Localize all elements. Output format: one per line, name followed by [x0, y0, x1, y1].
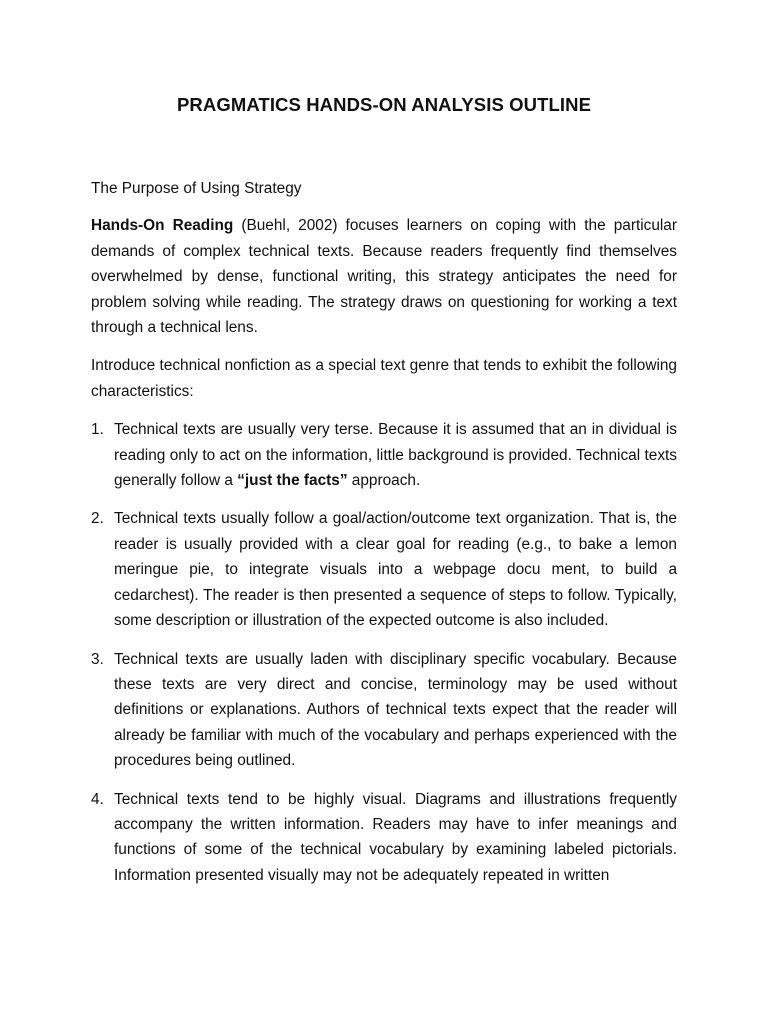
document-body — [91, 176, 677, 901]
list-item-text: Technical texts tend to be highly visual. Diagrams and illustrations frequently accompany the written information. Readers may have to infer meanings and functions of some of the technical vocabulary by examining labeled pictorials. Information presented visually may not be adequately repeated in written — [114, 790, 677, 884]
list-item-text: Technical texts are usually very terse. Because it is assumed that an in dividual is reading only to act on the information, little background is provided. Technical texts generally follow a — [114, 421, 677, 490]
list-item — [91, 417, 677, 493]
characteristics-list — [91, 417, 677, 888]
list-item-text: Technical texts are usually laden with disciplinary specific vocabulary. Because these texts are very direct and concise, terminology may be used without definitions or explanations. Authors of technical texts expect that the reader will already be familiar with much of the vocabulary and perhaps experienced with the procedures being outlined. — [114, 650, 677, 770]
intro-bold-lead: Hands-On Reading — [91, 217, 234, 235]
document-title: PRAGMATICS HANDS-ON ANALYSIS OUTLINE — [176, 94, 592, 115]
list-item-text: Technical texts usually follow a goal/action/outcome text organization. That is, the reader is usually provided with a clear goal for reading (e.g., to bake a lemon meringue pie, to integrate visuals into a webpage docu ment, to build a cedarchest). The reader is then presented a sequence of steps to follow. Typically, some description or illustration of the expected outcome is also included. — [114, 510, 677, 630]
list-item — [91, 506, 677, 633]
section-subheading: The Purpose of Using Strategy — [91, 180, 302, 197]
list-item-number: 4. — [91, 790, 104, 808]
list-item — [91, 787, 677, 889]
list-item-number: 1. — [91, 421, 104, 439]
list-item-bold-phrase: “just the facts” — [237, 472, 348, 490]
intro-paragraph — [91, 213, 677, 340]
list-item — [91, 647, 677, 774]
list-item-number: 3. — [91, 650, 104, 668]
list-item-text-end: approach. — [347, 472, 421, 490]
intro-text: (Buehl, 2002) focuses learners on coping with the particular demands of complex technical texts. Because readers frequently find themselves overwhelmed by dense, functional writing, this strategy anticipates the need for problem solving while reading. The strategy draws on questioning for working a text through a technical lens. — [91, 217, 677, 337]
list-item-number: 2. — [91, 510, 104, 528]
introduce-paragraph: Introduce technical nonfiction as a special text genre that tends to exhibit the following characteristics: — [91, 357, 677, 400]
